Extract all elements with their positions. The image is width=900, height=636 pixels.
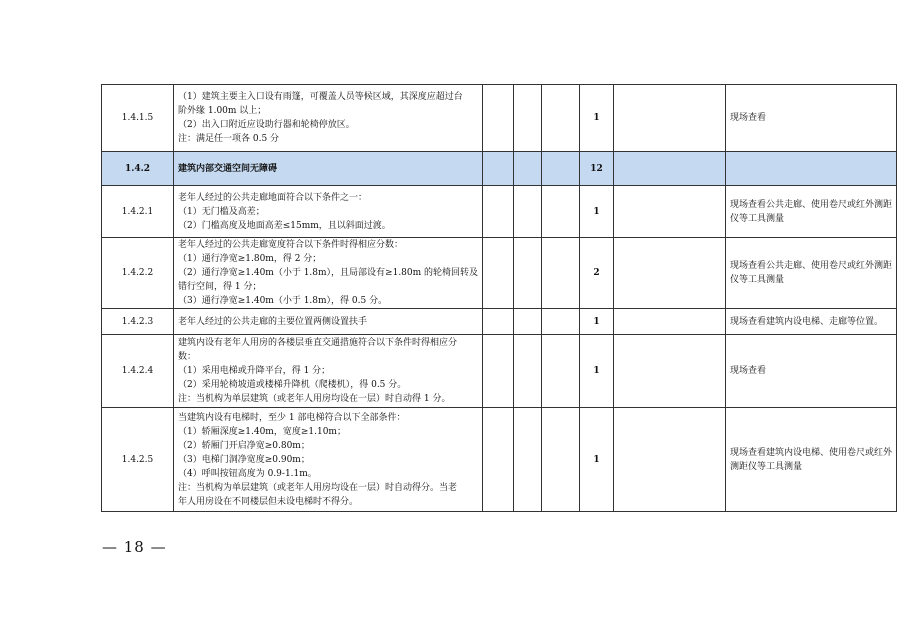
method-line: 现场查看 <box>730 366 767 376</box>
requirement-line: 当建筑内设有电梯时，至少 1 部电梯符合以下全部条件： <box>178 412 406 423</box>
requirement-line: （2）轿厢门开启净宽≥0.80m； <box>178 440 310 451</box>
requirement-line: （1）轿厢深度≥1.40m，宽度≥1.10m； <box>178 426 346 437</box>
item-code-cell: 1.4.2 <box>102 152 174 186</box>
requirement-line: 老年人经过的公共走廊的主要位置两侧设置扶手 <box>178 316 368 327</box>
requirement-line: 老年人经过的公共走廊宽度符合以下条件时得相应分数： <box>178 240 404 250</box>
blank-cell <box>483 85 514 152</box>
requirement-line: （1）通行净宽≥1.80m，得 2 分； <box>178 254 322 264</box>
method-cell <box>726 309 897 335</box>
requirement-cell <box>174 186 483 238</box>
requirement-line: （2）门槛高度及地面高差≤15mm，且以斜面过渡。 <box>178 220 391 231</box>
item-code-cell: 1.4.2.2 <box>102 238 174 309</box>
blank-cell <box>514 408 542 512</box>
table-row <box>102 85 897 152</box>
table-row <box>102 309 897 335</box>
requirement-line: 建筑内部交通空间无障碍 <box>178 163 278 174</box>
blank-cell <box>614 408 726 512</box>
requirement-cell <box>174 309 483 335</box>
blank-cell <box>514 309 542 335</box>
blank-cell <box>514 85 542 152</box>
blank-cell <box>542 85 580 152</box>
score-cell: 1 <box>580 335 614 408</box>
method-cell <box>726 152 897 186</box>
requirement-cell <box>174 238 483 309</box>
requirement-line: （3）通行净宽≥1.40m（小于 1.8m），得 0.5 分。 <box>178 296 388 306</box>
method-cell <box>726 408 897 512</box>
blank-cell <box>542 238 580 309</box>
method-cell <box>726 335 897 408</box>
requirement-line: 注：满足任一项各 0.5 分 <box>178 134 280 144</box>
table-row <box>102 186 897 238</box>
method-line: 仪等工具测量 <box>730 275 785 285</box>
blank-cell <box>483 238 514 309</box>
item-code-cell: 1.4.2.4 <box>102 335 174 408</box>
requirement-line: 建筑内设有老年人用房的各楼层垂直交通措施符合以下条件时得相应分 <box>178 338 458 348</box>
blank-cell <box>614 152 726 186</box>
requirement-cell <box>174 85 483 152</box>
blank-cell <box>483 408 514 512</box>
requirement-line: 注：当机构为单层建筑（或老年人用房均设在一层）时自动得分。当老 <box>178 482 458 493</box>
requirement-line: 老年人经过的公共走廊地面符合以下条件之一： <box>178 192 368 203</box>
method-line: 仪等工具测量 <box>730 213 785 224</box>
blank-cell <box>483 309 514 335</box>
method-line: 现场查看 <box>730 113 767 123</box>
blank-cell <box>614 238 726 309</box>
criteria-table <box>101 84 897 512</box>
requirement-cell <box>174 152 483 186</box>
item-code-cell: 1.4.2.5 <box>102 408 174 512</box>
requirement-line: 数： <box>178 352 197 362</box>
blank-cell <box>483 186 514 238</box>
requirement-line: （1）采用电梯或升降平台，得 1 分； <box>178 366 331 376</box>
blank-cell <box>542 309 580 335</box>
method-line: 现场查看公共走廊、使用卷尺或红外测距 <box>730 199 893 210</box>
blank-cell <box>542 408 580 512</box>
requirement-line: （1）建筑主要主入口设有雨篷，可覆盖人员等候区域，其深度应超过台 <box>178 92 463 102</box>
score-cell: 12 <box>580 152 614 186</box>
requirement-cell <box>174 335 483 408</box>
requirement-line: 错行空间，得 1 分； <box>178 282 262 292</box>
method-line: 现场查看公共走廊、使用卷尺或红外测距 <box>730 261 893 271</box>
blank-cell <box>542 152 580 186</box>
blank-cell <box>514 238 542 309</box>
blank-cell <box>514 335 542 408</box>
table-row <box>102 335 897 408</box>
requirement-line: （2）出入口附近应设助行器和轮椅停放区。 <box>178 120 355 130</box>
blank-cell <box>614 309 726 335</box>
item-code-cell: 1.4.1.5 <box>102 85 174 152</box>
table-row <box>102 408 897 512</box>
section-row <box>102 152 897 186</box>
method-line: 测距仪等工具测量 <box>730 461 803 472</box>
method-cell <box>726 238 897 309</box>
blank-cell <box>483 335 514 408</box>
blank-cell <box>542 335 580 408</box>
requirement-line: （2）采用轮椅坡道或楼梯升降机（爬楼机），得 0.5 分。 <box>178 380 407 390</box>
requirement-line: 注：当机构为单层建筑（或老年人用房均设在一层）时自动得 1 分。 <box>178 394 451 404</box>
blank-cell <box>483 152 514 186</box>
requirement-line: 阶外缘 1.00m 以上； <box>178 106 267 116</box>
method-line: 现场查看建筑内设电梯、使用卷尺或红外 <box>730 447 893 458</box>
item-code-cell: 1.4.2.1 <box>102 186 174 238</box>
requirement-line: （3）电梯门洞净宽度≥0.90m； <box>178 454 310 465</box>
blank-cell <box>614 186 726 238</box>
requirement-line: （2）通行净宽≥1.40m（小于 1.8m），且局部设有≥1.80m 的轮椅回转及 <box>178 268 479 278</box>
score-cell: 2 <box>580 238 614 309</box>
score-cell: 1 <box>580 408 614 512</box>
method-cell <box>726 186 897 238</box>
requirement-cell <box>174 408 483 512</box>
method-cell <box>726 85 897 152</box>
page-number: — 18 — <box>102 538 167 556</box>
blank-cell <box>514 186 542 238</box>
item-code-cell: 1.4.2.3 <box>102 309 174 335</box>
score-cell: 1 <box>580 186 614 238</box>
score-cell: 1 <box>580 309 614 335</box>
requirement-line: （1）无门槛及高差； <box>178 206 265 217</box>
requirement-line: （4）呼叫按钮高度为 0.9-1.1m。 <box>178 468 317 479</box>
score-cell: 1 <box>580 85 614 152</box>
blank-cell <box>614 85 726 152</box>
method-line: 现场查看建筑内设电梯、走廊等位置。 <box>730 316 884 327</box>
blank-cell <box>542 186 580 238</box>
blank-cell <box>614 335 726 408</box>
table-row <box>102 238 897 309</box>
blank-cell <box>514 152 542 186</box>
requirement-line: 年人用房设在不同楼层但未设电梯时不得分。 <box>178 496 359 507</box>
